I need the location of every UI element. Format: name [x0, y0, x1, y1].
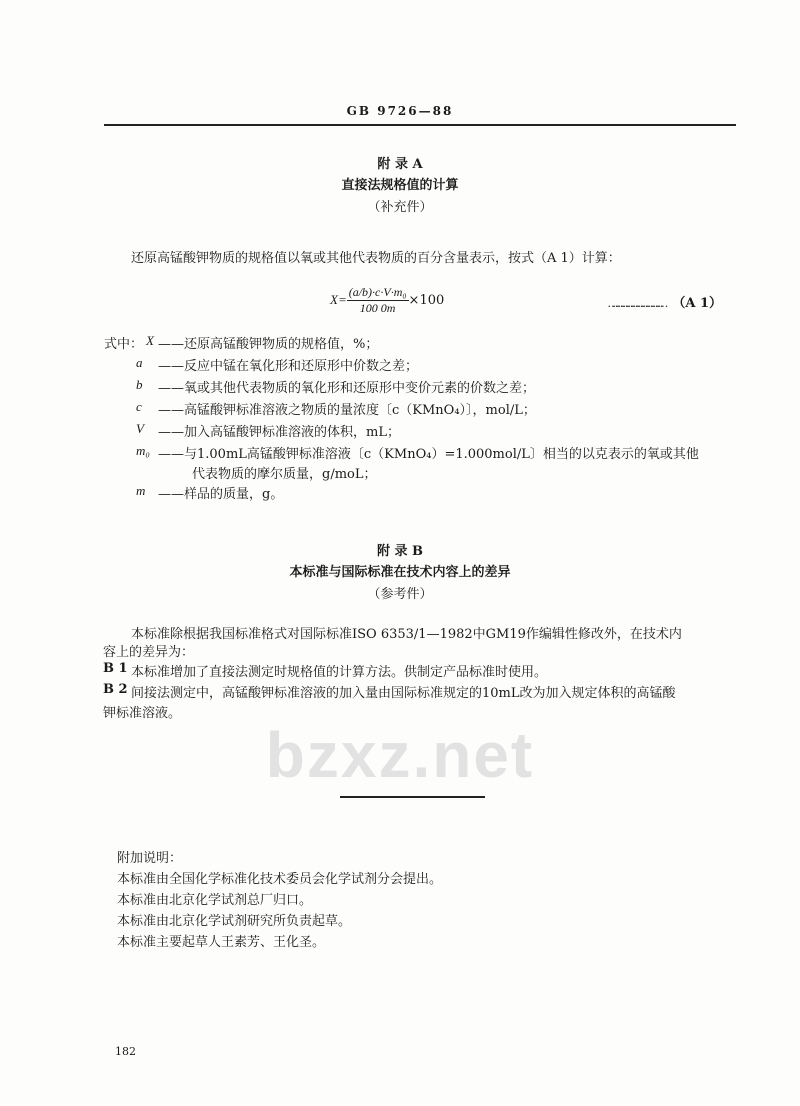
where-label: 式中： — [104, 337, 144, 352]
formula-numerator: (a/b)·c·V·m₀ — [348, 285, 407, 299]
page-number: 182 — [115, 1045, 136, 1058]
formula-denominator: 100 0m — [359, 301, 396, 315]
end-rule — [340, 796, 485, 798]
item-b2-text: 间接法测定中，高锰酸钾标准溶液的加入量由国际标准规定的10mL改为加入规定体积的高锰酸 — [131, 686, 676, 701]
note-line: 本标准由北京化学试剂总厂归口。 — [117, 893, 313, 908]
watermark: bzxz.net — [265, 719, 535, 791]
def-text: ——氧或其他代表物质的氧化形和还原形中变价元素的价数之差； — [158, 381, 536, 396]
item-b1-text: 本标准增加了直接法测定时规格值的计算方法。供制定产品标准时使用。 — [131, 665, 548, 680]
formula-dots: …………………………… — [607, 297, 663, 310]
appendix-a-title: 直接法规格值的计算 — [341, 178, 459, 193]
appendix-b-intro-line2: 容上的差异为： — [103, 645, 195, 660]
appendix-a-intro: 还原高锰酸钾物质的规格值以氧或其他代表物质的百分含量表示，按式（A 1）计算： — [131, 251, 621, 266]
formula-lhs: X= — [330, 292, 347, 307]
appendix-b-title: 本标准与国际标准在技术内容上的差异 — [289, 565, 511, 580]
appendix-a-type: （补充件） — [367, 200, 433, 215]
def-symbol: b — [136, 377, 143, 392]
def-text-cont: 代表物质的摩尔质量，g/moL； — [192, 467, 377, 482]
def-text: ——还原高锰酸钾物质的规格值，%； — [158, 337, 379, 352]
def-text: ——反应中锰在氧化形和还原形中价数之差； — [158, 359, 419, 374]
note-line: 本标准主要起草人王素芳、王化圣。 — [117, 935, 326, 950]
formula — [330, 285, 444, 316]
header-code: GB 9726—88 — [346, 104, 454, 118]
appendix-b-label: 附 录 B — [376, 544, 424, 559]
item-b2-cont: 钾标准溶液。 — [103, 706, 182, 721]
formula-number: （A 1） — [672, 296, 722, 311]
def-symbol: a — [136, 355, 143, 370]
item-b2-id: B 2 — [103, 682, 128, 697]
header-rule — [104, 124, 736, 126]
def-symbol: X — [146, 333, 154, 348]
def-text: ——加入高锰酸钾标准溶液的体积，mL； — [158, 425, 400, 440]
appendix-b-intro-line1: 本标准除根据我国标准格式对国际标准ISO 6353/1—1982中GM19作编辑性修改外，在技术内 — [131, 627, 682, 642]
def-symbol: m₀ — [136, 443, 150, 458]
item-b1-id: B 1 — [103, 661, 128, 676]
def-symbol: V — [136, 421, 144, 436]
def-symbol: m — [136, 483, 146, 498]
def-text: ——样品的质量，g。 — [158, 487, 284, 502]
notes-title: 附加说明： — [117, 851, 183, 866]
formula-times: ×100 — [408, 293, 445, 308]
note-line: 本标准由北京化学试剂研究所负责起草。 — [117, 914, 352, 929]
def-text: ——高锰酸钾标准溶液之物质的量浓度〔c（KMnO₄）〕，mol/L； — [158, 403, 536, 418]
def-symbol: c — [136, 399, 142, 414]
appendix-a-label: 附 录 A — [377, 157, 423, 172]
formula-tail — [607, 292, 722, 311]
def-text: ——与1.00mL高锰酸钾标准溶液〔c（KMnO₄）=1.000mol/L〕相当的以克表示的氧或其他 — [158, 447, 699, 462]
note-line: 本标准由全国化学标准化技术委员会化学试剂分会提出。 — [117, 872, 443, 887]
appendix-b-type: （参考件） — [367, 587, 433, 602]
